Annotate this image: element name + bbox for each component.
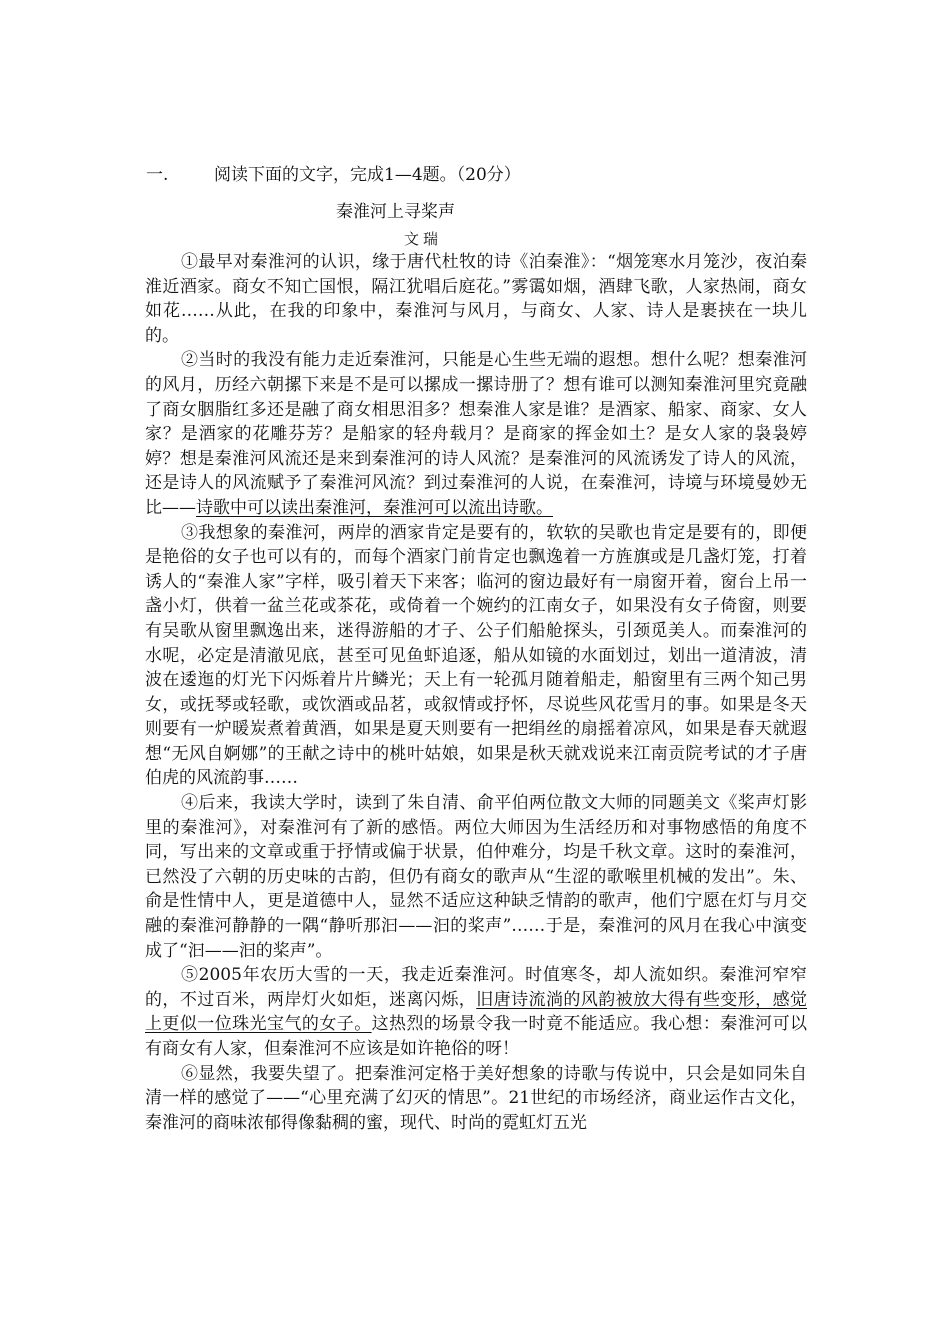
paragraph-5: [145, 963, 807, 1061]
paragraph-text: ③我想象的秦淮河，两岸的酒家肯定是要有的，软软的吴歌也肯定是要有的，即便是艳俗的女子也可以有的，而每个酒家门前肯定也飘逸着一方旌旗或是几盏灯笼，打着诱人的“秦淮人家”字样，吸引着天下来客；临河的窗边最好有一扇窗开着，窗台上吊一盏小灯，供着一盆兰花或茶花，或倚着一个婉约的江南女子，如果没有女子倚窗，则要有吴歌从窗里飘逸出来，迷得游船的才子、公子们船舱探头，引颈觅美人。而秦淮河的水呢，必定是清澈见底，甚至可见鱼虾追逐，船从如镜的水面划过，划出一道清波，清波在逶迤的灯光下闪烁着片片鳞光；天上有一轮孤月随着船走，船窗里有三两个知己男女，或抚琴或轻歌，或饮酒或品茗，或叙情或抒怀，尽说些风花雪月的事。如果是冬天则要有一炉暖炭煮着黄酒，如果是夏天则要有一把绢丝的扇摇着凉风，如果是春天就遐想“无风自婀娜”的王献之诗中的桃叶姑娘，如果是秋天就戏说来江南贡院考试的才子唐伯虎的风流韵事……: [145, 522, 807, 789]
paragraph-1: [145, 250, 807, 348]
paragraph-3: [145, 521, 807, 792]
article-title: 秦淮河上寻桨声: [336, 202, 455, 222]
paragraph-4: [145, 791, 807, 963]
paragraph-2: [145, 348, 807, 520]
question-number: 一.: [146, 165, 169, 185]
paragraph-6: [145, 1062, 807, 1136]
article-author: 文瑞: [404, 230, 443, 248]
paragraph-text: ⑤2005年农历大雪的一天，我走近秦淮河。时值寒冬，却人流如织。秦淮河窄窄的，不过百米，两岸灯火如炬，迷离闪烁，: [145, 965, 807, 1010]
underlined-sentence: 诗歌中可以读出秦淮河，秦淮河可以流出诗歌。: [196, 497, 553, 518]
paragraph-text: ②当时的我没有能力走近秦淮河，只能是心生些无端的遐想。想什么呢？想秦淮河的风月，历经六朝摞下来是不是可以摞成一摞诗册了？想有谁可以测知秦淮河里究竟融了商女胭脂红多还是融了商女相思泪多？想秦淮人家是谁？是酒家、船家、商家、女人家？是酒家的花雕芬芳？是船家的轻舟载月？是商家的挥金如土？是女人家的袅袅婷婷？想是秦淮河风流还是来到秦淮河的诗人风流？是秦淮河的风流诱发了诗人的风流，还是诗人的风流赋予了秦淮河风流？到过秦淮河的人说，在秦淮河，诗境与环境曼妙无比——: [145, 350, 807, 518]
question-instruction: 阅读下面的文字，完成1—4题。（20分）: [214, 165, 521, 185]
paragraph-text-tail: 这热烈的场景令我一时竟不能适应。我心想：秦淮河可以有商女有人家，但秦淮河不应该是如许艳俗的呀！: [145, 1014, 808, 1059]
question-header: [146, 163, 521, 187]
paragraph-text: ⑥显然，我要失望了。把秦淮河定格于美好想象的诗歌与传说中，只会是如同朱自清一样的感觉了——“心里充满了幻灭的情思”。21世纪的市场经济，商业运作古文化，秦淮河的商味浓郁得像黏稠的蜜，现代、时尚的霓虹灯五光: [145, 1063, 807, 1133]
paragraph-text: ④后来，我读大学时，读到了朱自清、俞平伯两位散文大师的同题美文《桨声灯影里的秦淮河》，对秦淮河有了新的感悟。两位大师因为生活经历和对事物感悟的角度不同，写出来的文章或重于抒情或偏于状景，伯仲难分，均是千秋文章。这时的秦淮河，已然没了六朝的历史味的古韵，但仍有商女的歌声从“生涩的歌喉里机械的发出”。朱、俞是性情中人，更是道德中人，显然不适应这种缺乏情韵的歌声，他们宁愿在灯与月交融的秦淮河静静的一隅“静听那汩——汩的桨声”……于是，秦淮河的风月在我心中演变成了“汩——汩的桨声”。: [145, 793, 807, 961]
underlined-sentence: 旧唐诗流淌的风韵被放大得有些变形，感觉上更似一位珠光宝气的女子。: [145, 989, 808, 1035]
paragraph-text: ①最早对秦淮河的认识，缘于唐代杜牧的诗《泊秦淮》：“烟笼寒水月笼沙，夜泊秦淮近酒家。商女不知亡国恨，隔江犹唱后庭花。”雾霭如烟，酒肆飞歌，人家热闹，商女如花……从此，在我的印象中，秦淮河与风月，与商女、人家、诗人是裹挟在一块儿的。: [145, 252, 807, 346]
article-body: [145, 250, 807, 1135]
